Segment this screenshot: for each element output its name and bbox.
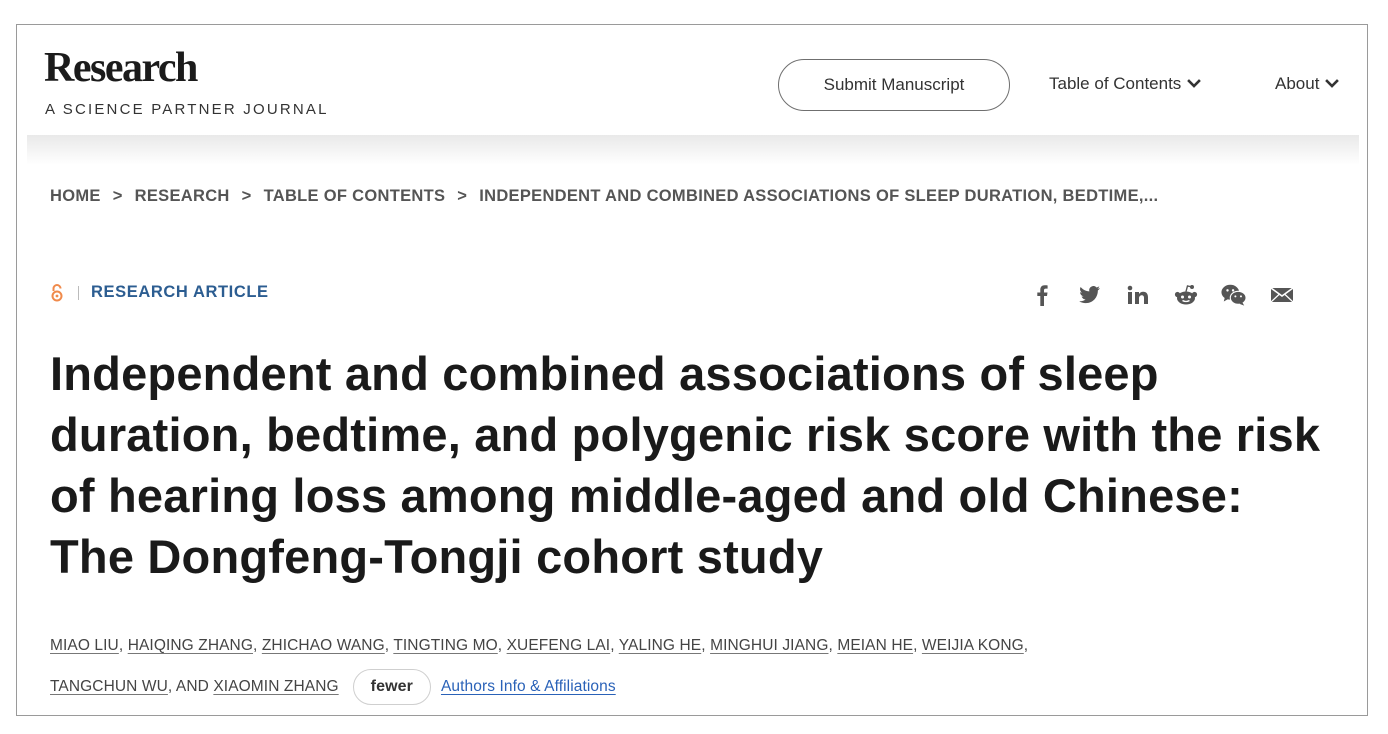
chevron-down-icon bbox=[1325, 79, 1339, 89]
authors-info-affiliations-link[interactable]: Authors Info & Affiliations bbox=[440, 678, 616, 695]
author-link[interactable]: MEIAN HE bbox=[837, 637, 914, 654]
breadcrumb-separator: > bbox=[241, 187, 252, 205]
article-type-row bbox=[50, 283, 269, 302]
author-link[interactable]: XUEFENG LAI bbox=[506, 637, 611, 654]
twitter-icon[interactable] bbox=[1077, 283, 1103, 307]
breadcrumb-table-of-contents[interactable]: TABLE OF CONTENTS bbox=[263, 187, 446, 205]
breadcrumb bbox=[50, 187, 1158, 206]
journal-tagline: A SCIENCE PARTNER JOURNAL bbox=[45, 101, 329, 118]
article-title: Independent and combined associations of sleep duration, bedtime, and polygenic risk score with the risk of hearing loss among middle-aged and old Chinese: The Dongfeng-Tongji cohort study bbox=[50, 347, 1321, 583]
type-divider bbox=[78, 286, 79, 300]
submit-manuscript-button[interactable]: Submit Manuscript bbox=[778, 59, 1010, 111]
author-link[interactable]: XIAOMIN ZHANG bbox=[213, 678, 339, 695]
share-bar bbox=[1029, 283, 1295, 307]
author-link[interactable]: WEIJIA KONG bbox=[921, 637, 1024, 654]
author-link[interactable]: MINGHUI JIANG bbox=[710, 637, 829, 654]
author-link[interactable]: YALING HE bbox=[618, 637, 702, 654]
author-and: AND bbox=[175, 678, 209, 695]
nav-about[interactable] bbox=[1275, 73, 1339, 95]
linkedin-icon[interactable] bbox=[1125, 283, 1151, 307]
journal-logo[interactable]: Research bbox=[44, 45, 197, 91]
fewer-authors-button[interactable]: fewer bbox=[353, 669, 431, 705]
author-link[interactable]: MIAO LIU bbox=[50, 637, 119, 654]
site-header bbox=[17, 25, 1359, 135]
author-link[interactable]: TINGTING MO bbox=[393, 637, 498, 654]
open-access-icon bbox=[50, 284, 64, 302]
breadcrumb-home[interactable]: HOME bbox=[50, 187, 101, 205]
article-type-label: RESEARCH ARTICLE bbox=[91, 283, 269, 301]
email-icon[interactable] bbox=[1269, 283, 1295, 307]
header-shadow bbox=[27, 135, 1359, 165]
author-link[interactable]: HAIQING ZHANG bbox=[127, 637, 253, 654]
chevron-down-icon bbox=[1187, 79, 1201, 89]
page-frame bbox=[16, 24, 1368, 716]
breadcrumb-separator: > bbox=[457, 187, 468, 205]
nav-table-of-contents[interactable] bbox=[1049, 73, 1201, 95]
wechat-icon[interactable] bbox=[1221, 283, 1247, 307]
breadcrumb-current-article: INDEPENDENT AND COMBINED ASSOCIATIONS OF SLEEP DURATION, BEDTIME,... bbox=[479, 187, 1159, 205]
facebook-icon[interactable] bbox=[1029, 283, 1055, 307]
reddit-icon[interactable] bbox=[1173, 283, 1199, 307]
author-list: MIAO LIU, HAIQING ZHANG, ZHICHAO WANG, TINGTING MO, XUEFENG LAI, YALING HE, MINGHUI JIANG, MEIAN HE, WEIJIA KONG, TANGCHUN WU, AND XIAOMIN ZHANG fewer Authors Info & Affiliations bbox=[50, 625, 1330, 707]
author-link[interactable]: ZHICHAO WANG bbox=[261, 637, 385, 654]
nav-about-label: About bbox=[1275, 74, 1320, 93]
nav-table-of-contents-label: Table of Contents bbox=[1049, 74, 1182, 93]
breadcrumb-separator: > bbox=[112, 187, 123, 205]
breadcrumb-research[interactable]: RESEARCH bbox=[134, 187, 230, 205]
author-link[interactable]: TANGCHUN WU bbox=[50, 678, 168, 695]
